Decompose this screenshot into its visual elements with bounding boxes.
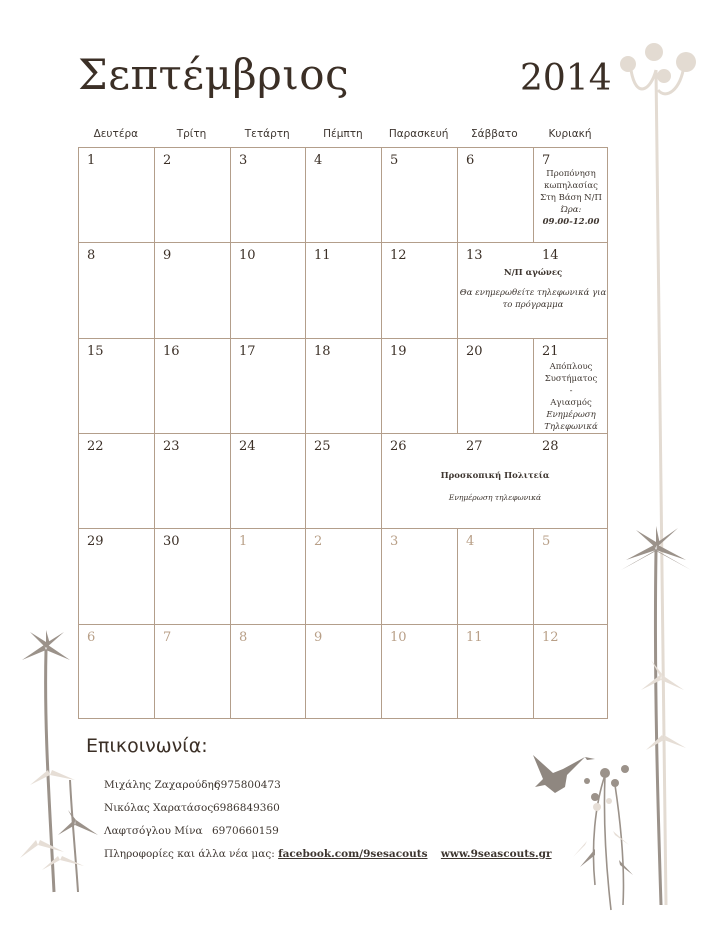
day-number: 22 <box>87 439 104 454</box>
day-number: 16 <box>163 344 180 359</box>
day-number: 5 <box>542 534 551 549</box>
day-cell <box>231 243 306 339</box>
day-cell <box>306 339 382 434</box>
contact-row <box>104 802 280 814</box>
day-cell <box>155 529 231 625</box>
day-cell <box>382 339 458 434</box>
day-number: 10 <box>390 630 407 645</box>
day-number: 30 <box>163 534 180 549</box>
day-number: 3 <box>390 534 399 549</box>
day-cell <box>306 529 382 625</box>
day-cell <box>458 148 534 243</box>
event-note: το πρόγραμμα <box>502 300 564 310</box>
day-number: 5 <box>390 153 399 168</box>
day-cell <box>382 529 458 625</box>
event-note: Ενημέρωση τηλεφωνικά <box>448 493 542 502</box>
day-cell <box>306 148 382 243</box>
contact-heading: Επικοινωνία: <box>86 735 208 757</box>
weekday-sunday: Κυριακή <box>548 128 592 140</box>
facebook-link[interactable]: facebook.com/9sesacouts <box>278 848 428 860</box>
weekday-saturday: Σάββατο <box>471 128 518 140</box>
day-cell <box>231 148 306 243</box>
contact-phone: 6970660159 <box>212 825 279 837</box>
event-text: Προπόνηση <box>546 169 596 179</box>
day-cell <box>79 529 155 625</box>
day-cell <box>458 625 534 719</box>
event-note: Θα ενημερωθείτε τηλεφωνικά για <box>459 288 607 298</box>
day-number: 1 <box>239 534 248 549</box>
day-number: 25 <box>314 439 331 454</box>
plant-decoration-left-icon <box>20 630 120 900</box>
day-cell <box>382 148 458 243</box>
day-cell <box>231 339 306 434</box>
event-text: Στη Βάση Ν/Π <box>540 193 602 203</box>
day-cell <box>382 243 458 339</box>
day-number: 15 <box>87 344 104 359</box>
day-number: 3 <box>239 153 248 168</box>
event-scout-city <box>382 470 608 504</box>
event-text: - <box>569 386 573 396</box>
day-cell <box>155 148 231 243</box>
day-number: 9 <box>163 248 172 263</box>
month-title: Σεπτέμβριος <box>78 50 350 99</box>
contact-name: Μιχάλης Ζαχαρούδης <box>104 779 220 791</box>
day-number: 1 <box>87 153 96 168</box>
event-text: Τηλεφωνικά <box>544 422 598 432</box>
day-cell <box>306 243 382 339</box>
day-number: 12 <box>542 630 559 645</box>
day-cell <box>458 339 534 434</box>
day-cell <box>79 243 155 339</box>
website-link[interactable]: www.9seascouts.gr <box>440 848 552 860</box>
weekday-friday: Παρασκευή <box>388 128 449 140</box>
weekday-wednesday: Τετάρτη <box>244 128 290 140</box>
day-number: 24 <box>239 439 256 454</box>
day-cell <box>534 339 608 434</box>
day-cell <box>382 625 458 719</box>
weekday-thursday: Πέμπτη <box>323 128 363 140</box>
day-number: 20 <box>466 344 483 359</box>
day-number: 4 <box>466 534 475 549</box>
day-number: 6 <box>87 630 96 645</box>
day-cell-merged <box>382 434 608 529</box>
event-departure-blessing <box>534 361 608 433</box>
day-number: 9 <box>314 630 323 645</box>
day-number: 6 <box>466 153 475 168</box>
day-cell <box>534 625 608 719</box>
event-text: κωπηλασίας <box>544 181 598 191</box>
day-number: 26 <box>390 439 407 454</box>
day-cell <box>79 148 155 243</box>
event-title: Προσκοπική Πολιτεία <box>440 471 550 481</box>
day-cell <box>458 529 534 625</box>
contact-row <box>104 779 281 791</box>
event-text: Συστήματος <box>544 374 598 384</box>
day-number: 23 <box>163 439 180 454</box>
calendar-grid <box>78 147 608 719</box>
day-cell <box>155 625 231 719</box>
day-number: 28 <box>542 439 559 454</box>
day-number: 21 <box>542 344 559 359</box>
contact-phone: 6986849360 <box>213 802 280 814</box>
day-cell <box>79 339 155 434</box>
day-number: 13 <box>466 248 483 263</box>
day-cell <box>306 625 382 719</box>
info-line <box>104 848 552 860</box>
day-number: 10 <box>239 248 256 263</box>
day-number: 14 <box>542 248 559 263</box>
event-rowing-races <box>458 267 608 311</box>
day-number: 18 <box>314 344 331 359</box>
event-time-label: Ώρα: <box>560 205 582 215</box>
contact-name: Λαφτσόγλου Μίνα <box>104 825 203 837</box>
day-number: 2 <box>163 153 172 168</box>
event-text: Απόπλους <box>549 362 593 372</box>
day-cell <box>306 434 382 529</box>
day-number: 29 <box>87 534 104 549</box>
weekday-monday: Δευτέρα <box>93 128 139 140</box>
day-number: 27 <box>466 439 483 454</box>
day-cell-merged <box>458 243 608 339</box>
day-cell <box>155 243 231 339</box>
event-text: Αγιασμός <box>550 398 592 408</box>
event-rowing-practice <box>534 168 608 228</box>
day-number: 8 <box>87 248 96 263</box>
day-number: 4 <box>314 153 323 168</box>
day-number: 11 <box>314 248 331 263</box>
day-cell <box>231 529 306 625</box>
day-cell <box>79 434 155 529</box>
weekday-tuesday: Τρίτη <box>176 128 207 140</box>
event-text: Ενημέρωση <box>546 410 596 420</box>
day-number: 12 <box>390 248 407 263</box>
day-number: 2 <box>314 534 323 549</box>
contact-phone: 6975800473 <box>214 779 281 791</box>
day-number: 11 <box>466 630 483 645</box>
day-cell <box>534 148 608 243</box>
day-number: 17 <box>239 344 256 359</box>
day-cell <box>231 434 306 529</box>
day-cell <box>231 625 306 719</box>
day-cell <box>155 434 231 529</box>
day-number: 8 <box>239 630 248 645</box>
contact-name: Νικόλας Χαρατάσος <box>104 802 214 814</box>
day-number: 7 <box>163 630 172 645</box>
event-time: 09.00-12.00 <box>542 217 600 227</box>
day-cell <box>155 339 231 434</box>
info-text: Πληροφορίες και άλλα νέα μας: <box>104 848 275 860</box>
day-number: 19 <box>390 344 407 359</box>
hummingbird-decoration-icon <box>525 745 635 915</box>
day-cell <box>534 529 608 625</box>
year-title: 2014 <box>520 58 612 99</box>
event-title: Ν/Π αγώνες <box>503 268 563 278</box>
weekday-header-row <box>78 128 608 144</box>
day-number: 7 <box>542 153 551 168</box>
